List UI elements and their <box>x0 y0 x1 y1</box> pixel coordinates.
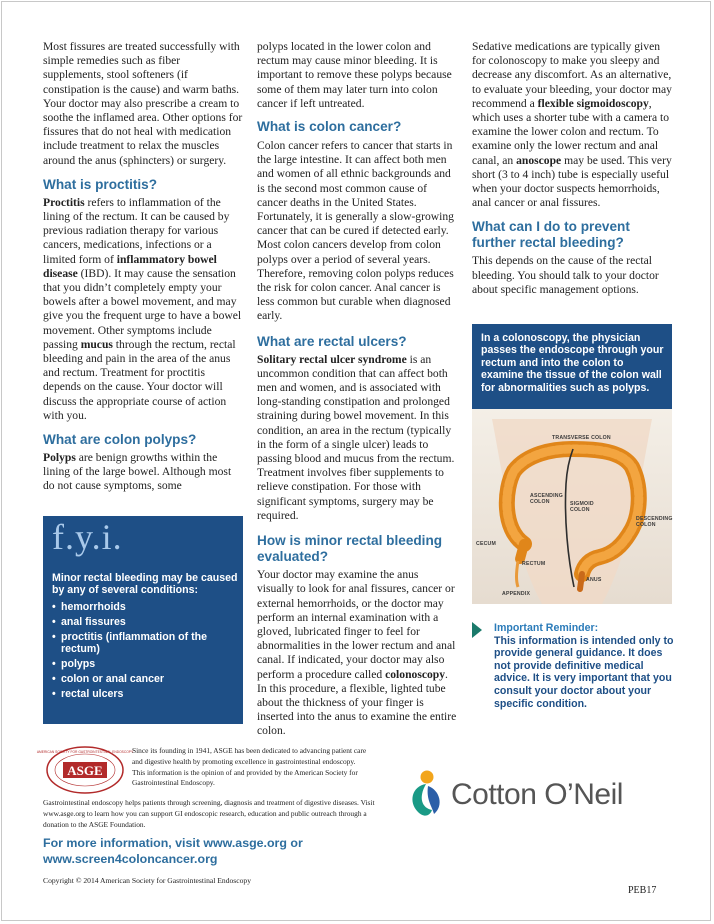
svg-text:AMERICAN SOCIETY FOR GASTROINT: AMERICAN SOCIETY FOR GASTROINTESTINAL ENDOSCOPY <box>36 750 134 754</box>
reminder-body: This information is intended only to provide general guidance. It does not provide definitive medical advice. It is very important that you consult your doctor about your specific condition. <box>494 634 674 710</box>
fyi-list <box>52 601 238 701</box>
proctitis-heading: What is proctitis? <box>43 176 158 192</box>
arrow-icon <box>472 622 482 638</box>
list-item: • hemorrhoids <box>52 601 238 613</box>
more-info-line-1: For more information, visit www.asge.org or <box>43 836 303 850</box>
cotton-oneil-brand: Cotton O’Neil <box>451 778 623 811</box>
sedation-paragraph: Sedative medications are typically given for colonoscopy to make you sleepy and decrease any discomfort. As an alternative, to evaluate your bleeding, your doctor may recommend a flexible sigmoidoscopy, which uses a shorter tube with a camera to examine the lower colon and rectum. To examine only the lower rectum and anal canal, an anoscope may be used. This very short (3 to 4 inch) tube is especially useful when your doctor suspects hemorrhoids, anal cancer or anal fissures. <box>472 40 672 210</box>
column-3 <box>472 40 672 297</box>
colonoscopy-callout <box>472 324 672 409</box>
reminder-title: Important Reminder: <box>494 622 599 634</box>
fyi-box <box>43 516 243 724</box>
asge-about-text: Since its founding in 1941, ASGE has been dedicated to advancing patient care and digestive health by promoting excellence in gastrointestinal endoscopy. This information is the opinion of and provided by the American Society for Gastrointestinal Endoscopy. <box>132 746 367 788</box>
more-info <box>43 835 303 867</box>
polyps-continued-paragraph: polyps located in the lower colon and rectum may cause minor bleeding. It is important to remove these polyps because some of them may later turn into colon cancer if left untreated. <box>257 40 452 110</box>
colon-polyps-heading: What are colon polyps? <box>43 432 197 448</box>
fyi-intro: Minor rectal bleeding may be caused by any of several conditions: <box>52 572 238 597</box>
svg-text:ASGE: ASGE <box>67 763 103 778</box>
label-cecum: CECUM <box>476 541 497 547</box>
list-item: • polyps <box>52 658 238 670</box>
rectal-ulcers-paragraph: Solitary rectal ulcer syndrome is an uncommon condition that can affect both men and women, and is associated with long-standing constipation and prolonged straining during bowel movement. In this condition, an area in the rectum (typically in the form of a single ulcer) leads to passing blood and mucus from the rectum. Treatment involves fiber supplements to relieve constipation. For those with significant symptoms, surgery may be required. <box>257 352 455 522</box>
prevention-paragraph: This depends on the cause of the rectal bleeding. You should talk to your doctor about specific management options. <box>472 254 659 296</box>
colon-cancer-heading: What is colon cancer? <box>257 119 402 135</box>
cotton-oneil-logo-icon <box>406 768 446 820</box>
list-item: • anal fissures <box>52 616 238 628</box>
label-anus: ANUS <box>586 577 602 583</box>
proctitis-paragraph: Proctitis refers to inflammation of the lining of the rectum. It can be caused by previous radiation therapy for various cancers, medications, infections or a limited form of inflammatory bowel disease (IBD). It may cause the sensation that you didn’t completely empty your bowels after a bowel movement, and may give you the frequent urge to have a bowel movement. Other symptoms include passing mucus through the rectum, rectal bleeding and pain in the area of the anus and rectum. Treatment for proctitis depends on the cause. Your doctor will discuss the appropriate course of action with you. <box>43 195 242 422</box>
label-sigmoid-colon: SIGMOID COLON <box>570 501 594 513</box>
label-descending-colon: DESCENDING COLON <box>636 516 673 528</box>
label-transverse-colon: TRANSVERSE COLON <box>552 435 611 441</box>
evaluation-heading: How is minor rectal bleeding evaluated? <box>257 533 443 565</box>
colon-diagram <box>472 409 672 604</box>
colon-cancer-paragraph: Colon cancer refers to cancer that starts in the large intestine. It can affect both men and women of all ethnic backgrounds and is the second most common cause of cancer deaths in the United States. Fortunately, it is generally a slow-growing cancer that can be cured if detected early. Most colon cancers develop from colon polyps over a period of several years. Therefore, removing colon polyps reduces the risk for colon cancer. Anal cancer is less common but curable when diagnosed early. <box>257 139 454 323</box>
list-item: • colon or anal cancer <box>52 673 238 685</box>
column-2 <box>257 40 457 739</box>
asge-mission-text: Gastrointestinal endoscopy helps patients through screening, diagnosis and treatment of digestive diseases. Visit www.asge.org to learn how you can support GI endoscopic research, education and public outreach through a donation to the ASGE Foundation. <box>43 798 375 829</box>
prevention-heading: What can I do to prevent further rectal bleeding? <box>472 219 630 251</box>
list-item: • rectal ulcers <box>52 688 238 700</box>
evaluation-paragraph: Your doctor may examine the anus visually to look for anal fissures, cancer or external hemorrhoids, or the doctor may perform an internal examination with a gloved, lubricated finger to feel for abnormalities in the lower rectum and anal canal. If indicated, your doctor may also perform a procedure called colonoscopy. In this procedure, a flexible, lighted tube about the thickness of your finger is inserted into the anus to examine the entire colon. <box>257 568 457 738</box>
label-appendix: APPENDIX <box>502 591 531 597</box>
asge-seal-logo <box>36 745 134 795</box>
label-rectum: RECTUM <box>522 561 546 567</box>
column-1 <box>43 40 243 494</box>
polyps-paragraph: Polyps are benign growths within the lining of the large bowel. Although most do not cause symptoms, some <box>43 451 232 493</box>
copyright: Copyright © 2014 American Society for Gastrointestinal Endoscopy <box>43 876 252 885</box>
more-info-line-2: www.screen4coloncancer.org <box>43 852 218 866</box>
fissure-treatment-paragraph: Most fissures are treated successfully with simple remedies such as fiber supplements, stool softeners (if constipation is the cause) and warm baths. Your doctor may also prescribe a cream to soothe the inflamed area. Other options for fissures that do not heal with medication include treatment to relax the muscles around the anus (sphincters) or surgery. <box>43 40 243 167</box>
colonoscopy-callout-text: In a colonoscopy, the physician passes the endoscope through your rectum and into the colon to examine the tissue of the colon wall for abnormalities such as polyps. <box>481 332 664 394</box>
list-item: • proctitis (inflammation of the rectum) <box>52 631 238 656</box>
document-code: PEB17 <box>628 885 657 896</box>
label-ascending-colon: ASCENDING COLON <box>530 493 563 505</box>
rectal-ulcers-heading: What are rectal ulcers? <box>257 333 407 349</box>
important-reminder <box>494 622 674 710</box>
fyi-title: f.y.i. <box>52 517 123 557</box>
